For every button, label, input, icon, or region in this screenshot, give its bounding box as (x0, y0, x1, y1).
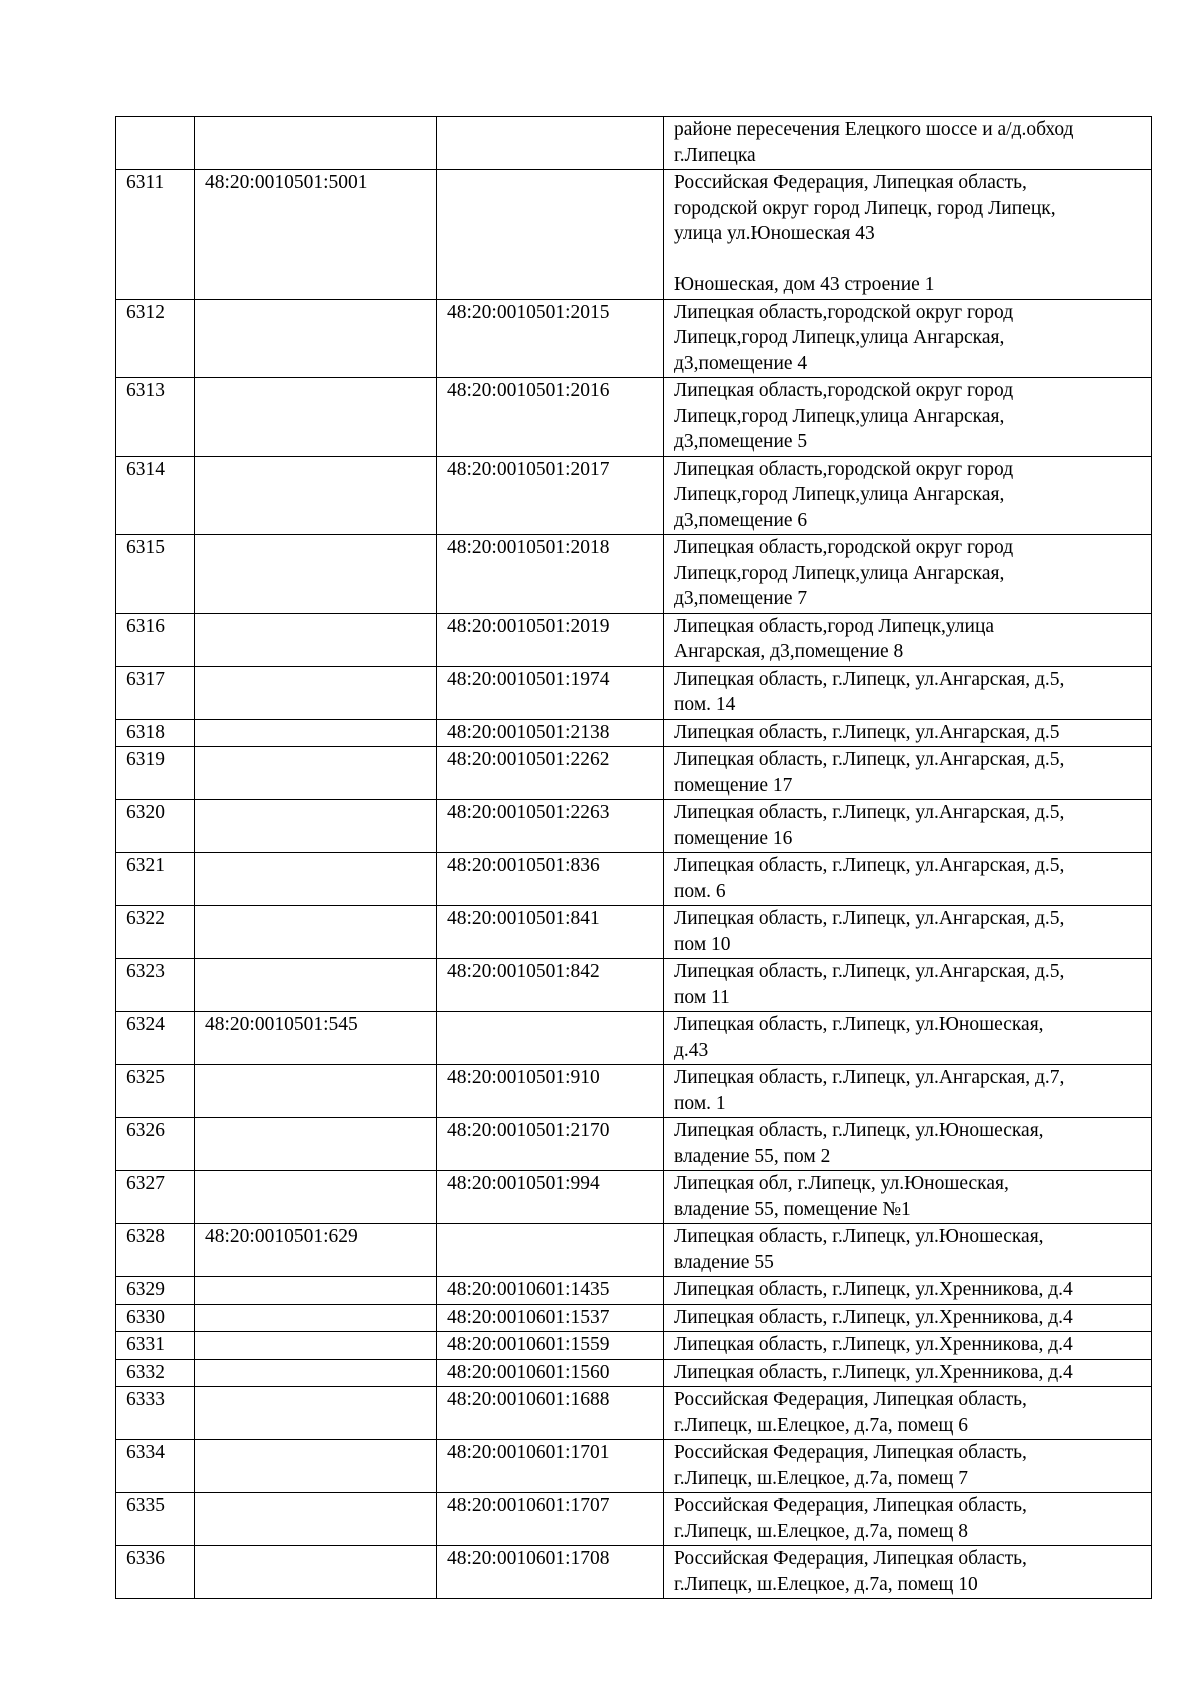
address-cell: Липецкая область, г.Липецк, ул.Ангарская, д.7, пом. 1 (664, 1065, 1152, 1118)
address-cell: Липецкая область, г.Липецк, ул.Ангарская, д.5, пом 10 (664, 906, 1152, 959)
row-number-cell: 6319 (116, 747, 195, 800)
address-cell: Липецкая область, г.Липецк, ул.Ангарская, д.5, помещение 17 (664, 747, 1152, 800)
table-row (116, 906, 1152, 959)
land-cadastral-number-cell (195, 853, 437, 906)
table-row (116, 800, 1152, 853)
land-cadastral-number-cell (195, 613, 437, 666)
row-number-cell: 6335 (116, 1493, 195, 1546)
land-cadastral-number-cell (195, 1440, 437, 1493)
table-row (116, 535, 1152, 614)
table-row (116, 1387, 1152, 1440)
object-cadastral-number-cell: 48:20:0010501:1974 (437, 666, 664, 719)
object-cadastral-number-cell: 48:20:0010501:2016 (437, 378, 664, 457)
table-row (116, 1277, 1152, 1305)
table-row (116, 666, 1152, 719)
address-cell: Российская Федерация, Липецкая область, г.Липецк, ш.Елецкое, д.7а, помещ 8 (664, 1493, 1152, 1546)
row-number-cell: 6320 (116, 800, 195, 853)
table-row (116, 1012, 1152, 1065)
table-row (116, 1546, 1152, 1599)
address-cell: Липецкая область, г.Липецк, ул.Юношеская, д.43 (664, 1012, 1152, 1065)
table-row (116, 613, 1152, 666)
land-cadastral-number-cell (195, 299, 437, 378)
address-cell: районе пересечения Елецкого шоссе и а/д.обход г.Липецка (664, 117, 1152, 170)
address-cell: Липецкая область, г.Липецк, ул.Хренникова, д.4 (664, 1277, 1152, 1305)
table-row (116, 719, 1152, 747)
object-cadastral-number-cell (437, 1224, 664, 1277)
land-cadastral-number-cell (195, 1065, 437, 1118)
land-cadastral-number-cell (195, 1332, 437, 1360)
object-cadastral-number-cell: 48:20:0010601:1707 (437, 1493, 664, 1546)
object-cadastral-number-cell: 48:20:0010601:1701 (437, 1440, 664, 1493)
object-cadastral-number-cell: 48:20:0010601:1708 (437, 1546, 664, 1599)
object-cadastral-number-cell: 48:20:0010501:2018 (437, 535, 664, 614)
object-cadastral-number-cell: 48:20:0010501:910 (437, 1065, 664, 1118)
row-number-cell: 6322 (116, 906, 195, 959)
row-number-cell: 6328 (116, 1224, 195, 1277)
row-number-cell: 6326 (116, 1118, 195, 1171)
property-register-table (115, 116, 1152, 1599)
table-row (116, 1224, 1152, 1277)
land-cadastral-number-cell (195, 1359, 437, 1387)
address-cell: Липецкая область,городской округ город Липецк,город Липецк,улица Ангарская, д3,помещение 6 (664, 456, 1152, 535)
table-row (116, 1440, 1152, 1493)
object-cadastral-number-cell: 48:20:0010501:2015 (437, 299, 664, 378)
row-number-cell: 6336 (116, 1546, 195, 1599)
table-row (116, 170, 1152, 300)
table-row (116, 1118, 1152, 1171)
object-cadastral-number-cell (437, 1012, 664, 1065)
land-cadastral-number-cell (195, 1546, 437, 1599)
table-row (116, 1171, 1152, 1224)
row-number-cell: 6331 (116, 1332, 195, 1360)
address-cell: Липецкая область,городской округ город Липецк,город Липецк,улица Ангарская, д3,помещение 4 (664, 299, 1152, 378)
table-row (116, 456, 1152, 535)
address-cell: Российская Федерация, Липецкая область, городской округ город Липецк, город Липецк, улица ул.Юношеская 43 Юношеская, дом 43 строение 1 (664, 170, 1152, 300)
land-cadastral-number-cell (195, 1304, 437, 1332)
row-number-cell: 6315 (116, 535, 195, 614)
table-row (116, 1065, 1152, 1118)
object-cadastral-number-cell: 48:20:0010501:836 (437, 853, 664, 906)
object-cadastral-number-cell: 48:20:0010601:1559 (437, 1332, 664, 1360)
object-cadastral-number-cell: 48:20:0010501:842 (437, 959, 664, 1012)
table-row (116, 747, 1152, 800)
address-cell: Липецкая обл, г.Липецк, ул.Юношеская, владение 55, помещение №1 (664, 1171, 1152, 1224)
object-cadastral-number-cell: 48:20:0010601:1537 (437, 1304, 664, 1332)
land-cadastral-number-cell (195, 535, 437, 614)
address-cell: Липецкая область, г.Липецк, ул.Ангарская, д.5, пом. 6 (664, 853, 1152, 906)
land-cadastral-number-cell (195, 1387, 437, 1440)
land-cadastral-number-cell (195, 666, 437, 719)
object-cadastral-number-cell: 48:20:0010501:2017 (437, 456, 664, 535)
address-cell: Липецкая область, г.Липецк, ул.Ангарская, д.5 (664, 719, 1152, 747)
row-number-cell: 6316 (116, 613, 195, 666)
table-row (116, 959, 1152, 1012)
table-row (116, 299, 1152, 378)
address-cell: Липецкая область,городской округ город Липецк,город Липецк,улица Ангарская, д3,помещение 5 (664, 378, 1152, 457)
row-number-cell: 6314 (116, 456, 195, 535)
object-cadastral-number-cell: 48:20:0010601:1688 (437, 1387, 664, 1440)
row-number-cell (116, 117, 195, 170)
row-number-cell: 6323 (116, 959, 195, 1012)
row-number-cell: 6318 (116, 719, 195, 747)
address-cell: Липецкая область,город Липецк,улица Ангарская, д3,помещение 8 (664, 613, 1152, 666)
land-cadastral-number-cell (195, 747, 437, 800)
row-number-cell: 6313 (116, 378, 195, 457)
address-cell: Липецкая область,городской округ город Липецк,город Липецк,улица Ангарская, д3,помещение 7 (664, 535, 1152, 614)
address-cell: Липецкая область, г.Липецк, ул.Хренникова, д.4 (664, 1359, 1152, 1387)
object-cadastral-number-cell: 48:20:0010501:2138 (437, 719, 664, 747)
address-cell: Липецкая область, г.Липецк, ул.Ангарская, д.5, пом. 14 (664, 666, 1152, 719)
land-cadastral-number-cell (195, 1277, 437, 1305)
land-cadastral-number-cell (195, 800, 437, 853)
object-cadastral-number-cell: 48:20:0010501:2019 (437, 613, 664, 666)
land-cadastral-number-cell: 48:20:0010501:545 (195, 1012, 437, 1065)
table-row (116, 117, 1152, 170)
land-cadastral-number-cell (195, 719, 437, 747)
table-row (116, 378, 1152, 457)
address-cell: Липецкая область, г.Липецк, ул.Юношеская, владение 55 (664, 1224, 1152, 1277)
row-number-cell: 6329 (116, 1277, 195, 1305)
row-number-cell: 6321 (116, 853, 195, 906)
row-number-cell: 6333 (116, 1387, 195, 1440)
object-cadastral-number-cell: 48:20:0010601:1435 (437, 1277, 664, 1305)
address-cell: Липецкая область, г.Липецк, ул.Хренникова, д.4 (664, 1304, 1152, 1332)
table-row (116, 1493, 1152, 1546)
object-cadastral-number-cell (437, 117, 664, 170)
land-cadastral-number-cell: 48:20:0010501:629 (195, 1224, 437, 1277)
land-cadastral-number-cell (195, 456, 437, 535)
address-cell: Липецкая область, г.Липецк, ул.Ангарская, д.5, помещение 16 (664, 800, 1152, 853)
row-number-cell: 6327 (116, 1171, 195, 1224)
object-cadastral-number-cell: 48:20:0010501:841 (437, 906, 664, 959)
table-row (116, 1332, 1152, 1360)
land-cadastral-number-cell (195, 1493, 437, 1546)
row-number-cell: 6330 (116, 1304, 195, 1332)
object-cadastral-number-cell: 48:20:0010501:2262 (437, 747, 664, 800)
object-cadastral-number-cell: 48:20:0010601:1560 (437, 1359, 664, 1387)
land-cadastral-number-cell (195, 959, 437, 1012)
object-cadastral-number-cell: 48:20:0010501:2170 (437, 1118, 664, 1171)
land-cadastral-number-cell (195, 906, 437, 959)
table-row (116, 1304, 1152, 1332)
table-row (116, 853, 1152, 906)
address-cell: Липецкая область, г.Липецк, ул.Юношеская, владение 55, пом 2 (664, 1118, 1152, 1171)
address-cell: Российская Федерация, Липецкая область, г.Липецк, ш.Елецкое, д.7а, помещ 10 (664, 1546, 1152, 1599)
land-cadastral-number-cell (195, 117, 437, 170)
object-cadastral-number-cell (437, 170, 664, 300)
row-number-cell: 6311 (116, 170, 195, 300)
address-cell: Российская Федерация, Липецкая область, г.Липецк, ш.Елецкое, д.7а, помещ 6 (664, 1387, 1152, 1440)
row-number-cell: 6312 (116, 299, 195, 378)
land-cadastral-number-cell (195, 378, 437, 457)
row-number-cell: 6324 (116, 1012, 195, 1065)
object-cadastral-number-cell: 48:20:0010501:994 (437, 1171, 664, 1224)
land-cadastral-number-cell (195, 1171, 437, 1224)
object-cadastral-number-cell: 48:20:0010501:2263 (437, 800, 664, 853)
address-cell: Российская Федерация, Липецкая область, г.Липецк, ш.Елецкое, д.7а, помещ 7 (664, 1440, 1152, 1493)
address-cell: Липецкая область, г.Липецк, ул.Ангарская, д.5, пом 11 (664, 959, 1152, 1012)
row-number-cell: 6325 (116, 1065, 195, 1118)
table-row (116, 1359, 1152, 1387)
row-number-cell: 6334 (116, 1440, 195, 1493)
land-cadastral-number-cell (195, 1118, 437, 1171)
row-number-cell: 6317 (116, 666, 195, 719)
address-cell: Липецкая область, г.Липецк, ул.Хренникова, д.4 (664, 1332, 1152, 1360)
row-number-cell: 6332 (116, 1359, 195, 1387)
land-cadastral-number-cell: 48:20:0010501:5001 (195, 170, 437, 300)
table-body (116, 117, 1152, 1599)
